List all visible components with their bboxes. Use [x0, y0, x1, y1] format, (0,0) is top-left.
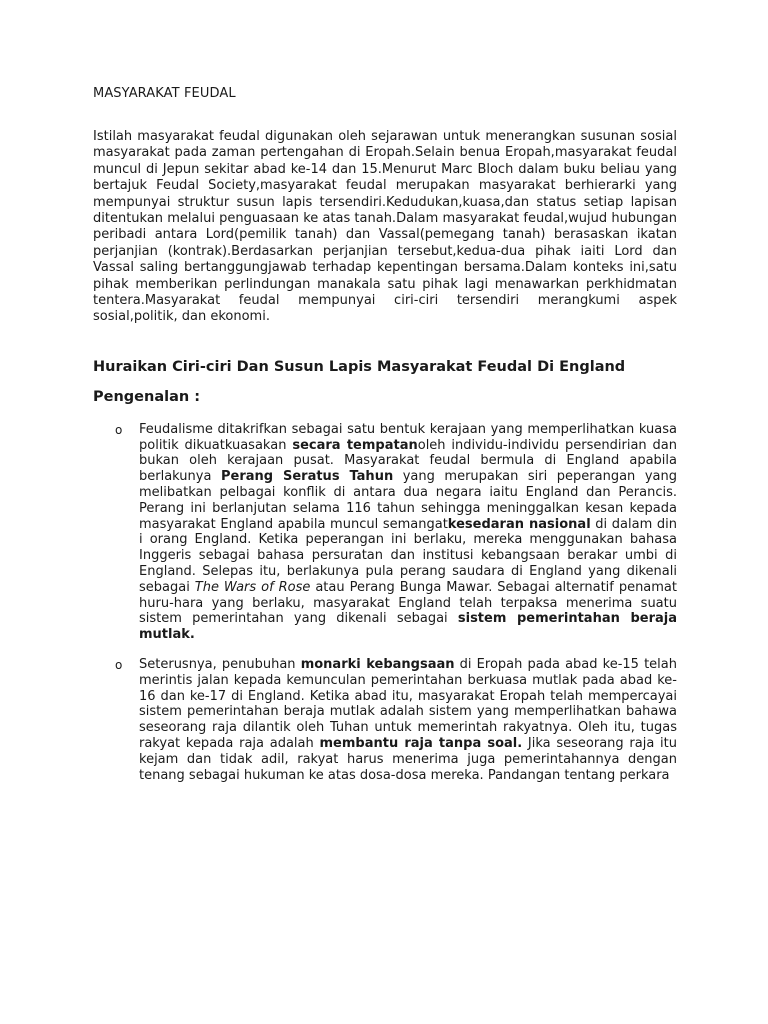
bullet-item	[93, 657, 677, 783]
bullet-list	[93, 422, 677, 784]
intro-paragraph: Istilah masyarakat feudal digunakan oleh sejarawan untuk menerangkan susunan sosial masyarakat pada zaman pertengahan di Eropah.Selain benua Eropah,masyarakat feudal muncul di Jepun sekitar abad ke-14 dan 15.Menurut Marc Bloch dalam buku beliau yang bertajuk Feudal Society,masyarakat feudal merupakan masyarakat berhierarki yang mempunyai struktur susun lapis tersendiri.Kedudukan,kuasa,dan status setiap lapisan ditentukan melalui penguasaan ke atas tanah.Dalam masyarakat feudal,wujud hubungan peribadi antara Lord(pemilik tanah) dan Vassal(pemegang tanah) berasaskan ikatan perjanjian (kontrak).Berdasarkan perjanjian tersebut,kedua-dua pihak iaiti Lord dan Vassal saling bertanggungjawab terhadap kepentingan bersama.Dalam konteks ini,satu pihak memberikan perlindungan manakala satu pihak lagi menawarkan perkhidmatan tentera.Masyarakat feudal mempunyai ciri-ciri tersendiri merangkumi aspek sosial,politik, dan ekonomi.	[93, 129, 677, 325]
bullet-text-segment-bold: sistem pemerintahan beraja mutlak.	[139, 611, 677, 643]
bullet-text-segment: oleh individu-individu persendirian dan bukan oleh kerajaan pusat. Masyarakat feudal bermula di England apabila berlakunya	[139, 437, 678, 485]
bullet-text-segment: di dalam din i orang England. Ketika peperangan ini berlaku, mereka menggunakan bahasa Inggeris sebagai bahasa persuratan dan institusi kebangsaan berakar umbi di England. Selepas itu, berlakunya pula perang saudara di England yang dikenali sebagai	[139, 516, 677, 595]
bullet-text-segment-bold: monarki kebangsaan	[300, 657, 455, 673]
bullet-text-segment: di Eropah pada abad ke-15 telah merintis jalan kepada kemunculan pemerintahan berkuasa mutlak pada abad ke-16 dan ke-17 di England. Ketika abad itu, masyarakat Eropah telah mempercayai sistem pemerintahan beraja mutlak adalah sistem yang memperlihatkan bahawa seseorang raja dilantik oleh Tuhan untuk memerintah rakyatnya. Oleh itu, tugas rakyat kepada raja adalah	[139, 657, 677, 752]
bullet-item	[93, 422, 677, 643]
bullet-marker-icon: o	[115, 422, 123, 437]
bullet-text-segment-italic: The Wars of Rose	[194, 579, 311, 595]
bullet-marker-icon: o	[115, 658, 123, 673]
bullet-text-segment-bold: Perang Seratus Tahun	[220, 469, 394, 485]
bullet-text-segment-bold: secara tempatan	[292, 437, 418, 453]
bullet-text-segment: Feudalisme ditakrifkan sebagai satu bentuk kerajaan yang memperlihatkan kuasa politik dikuatkuasakan	[139, 421, 677, 453]
section-heading: Huraikan Ciri-ciri Dan Susun Lapis Masyarakat Feudal Di England	[93, 358, 626, 375]
bullet-text-segment: Jika seseorang raja itu kejam dan tidak adil, rakyat harus menerima juga pemerintahannya dengan tenang sebagai hukuman ke atas dosa-dosa mereka. Pandangan tentang perkara	[139, 736, 677, 783]
document-title: MASYARAKAT FEUDAL	[93, 86, 236, 101]
sub-heading: Pengenalan :	[93, 388, 201, 405]
bullet-text-segment: yang merupakan siri peperangan yang melibatkan pelbagai konflik di antara dua negara iaitu England dan Perancis. Perang ini berlanjutan selama 116 tahun sehingga meninggalkan kesan kepada masyarakat England apabila muncul semangat	[139, 469, 677, 532]
bullet-text-segment: atau Perang Bunga Mawar. Sebagai alternatif penamat huru-hara yang berlaku, masyarakat England telah terpaksa menerima suatu sistem pemerintahan yang dikenali sebagai	[139, 579, 677, 627]
bullet-text-segment-bold: membantu raja tanpa soal.	[319, 736, 523, 752]
bullet-text-segment-bold: kesedaran nasional	[447, 516, 591, 532]
bullet-text-segment: Seterusnya, penubuhan	[139, 657, 301, 673]
